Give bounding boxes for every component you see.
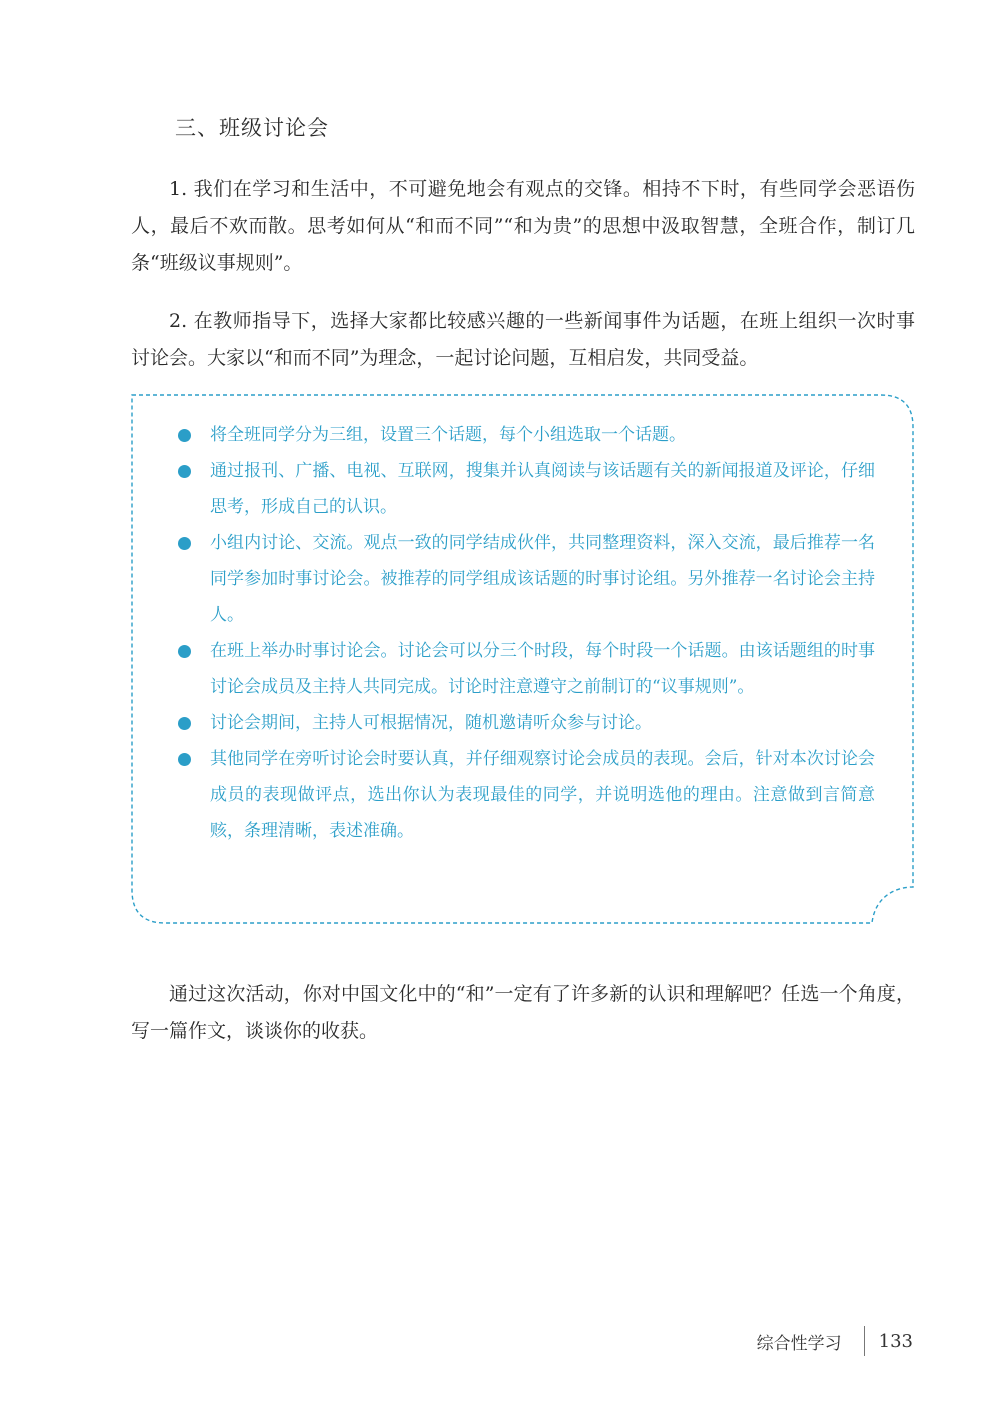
activity-steps-box [131,393,915,925]
paragraph-3: 通过这次活动，你对中国文化中的“和”一定有了许多新的认识和理解吧？任选一个角度，写一篇作文，谈谈你的收获。 [131,983,915,1042]
list-item-text: 通过报刊、广播、电视、互联网，搜集并认真阅读与该话题有关的新闻报道及评论，仔细思考，形成自己的认识。 [210,461,875,517]
activity-steps-list [175,417,875,849]
list-item [175,741,875,849]
page-footer [757,1326,913,1356]
list-item-text: 在班上举办时事讨论会。讨论会可以分三个时段，每个时段一个话题。由该话题组的时事讨论会成员及主持人共同完成。讨论时注意遵守之前制订的“议事规则”。 [210,641,875,697]
footer-section-name: 综合性学习 [756,1333,842,1354]
bullet-icon [178,753,191,766]
bullet-icon [178,645,191,658]
list-item [175,525,875,633]
footer-divider [864,1326,865,1356]
list-item [175,633,875,705]
bullet-icon [178,717,191,730]
list-item [175,453,875,525]
paragraph-1: 1. 我们在学习和生活中，不可避免地会有观点的交锋。相持不下时，有些同学会恶语伤人，最后不欢而散。思考如何从“和而不同”“和为贵”的思想中汲取智慧，全班合作，制订几条“班级议事规则”。 [131,178,915,274]
list-item-text: 其他同学在旁听讨论会时要认真，并仔细观察讨论会成员的表现。会后，针对本次讨论会成员的表现做评点，选出你认为表现最佳的同学，并说明选他的理由。注意做到言简意赅，条理清晰，表述准确。 [210,749,875,841]
page-number: 133 [878,1330,913,1352]
section-title: 三、班级讨论会 [175,116,329,140]
bullet-icon [178,465,191,478]
paragraph-2: 2. 在教师指导下，选择大家都比较感兴趣的一些新闻事件为话题，在班上组织一次时事讨论会。大家以“和而不同”为理念，一起讨论问题，互相启发，共同受益。 [131,310,915,369]
bullet-icon [178,537,191,550]
list-item-text: 小组内讨论、交流。观点一致的同学结成伙伴，共同整理资料，深入交流，最后推荐一名同学参加时事讨论会。被推荐的同学组成该话题的时事讨论组。另外推荐一名讨论会主持人。 [210,533,875,625]
list-item [175,417,875,453]
bullet-icon [178,429,191,442]
list-item-text: 讨论会期间，主持人可根据情况，随机邀请听众参与讨论。 [210,713,652,733]
list-item [175,705,875,741]
list-item-text: 将全班同学分为三组，设置三个话题，每个小组选取一个话题。 [210,425,686,445]
